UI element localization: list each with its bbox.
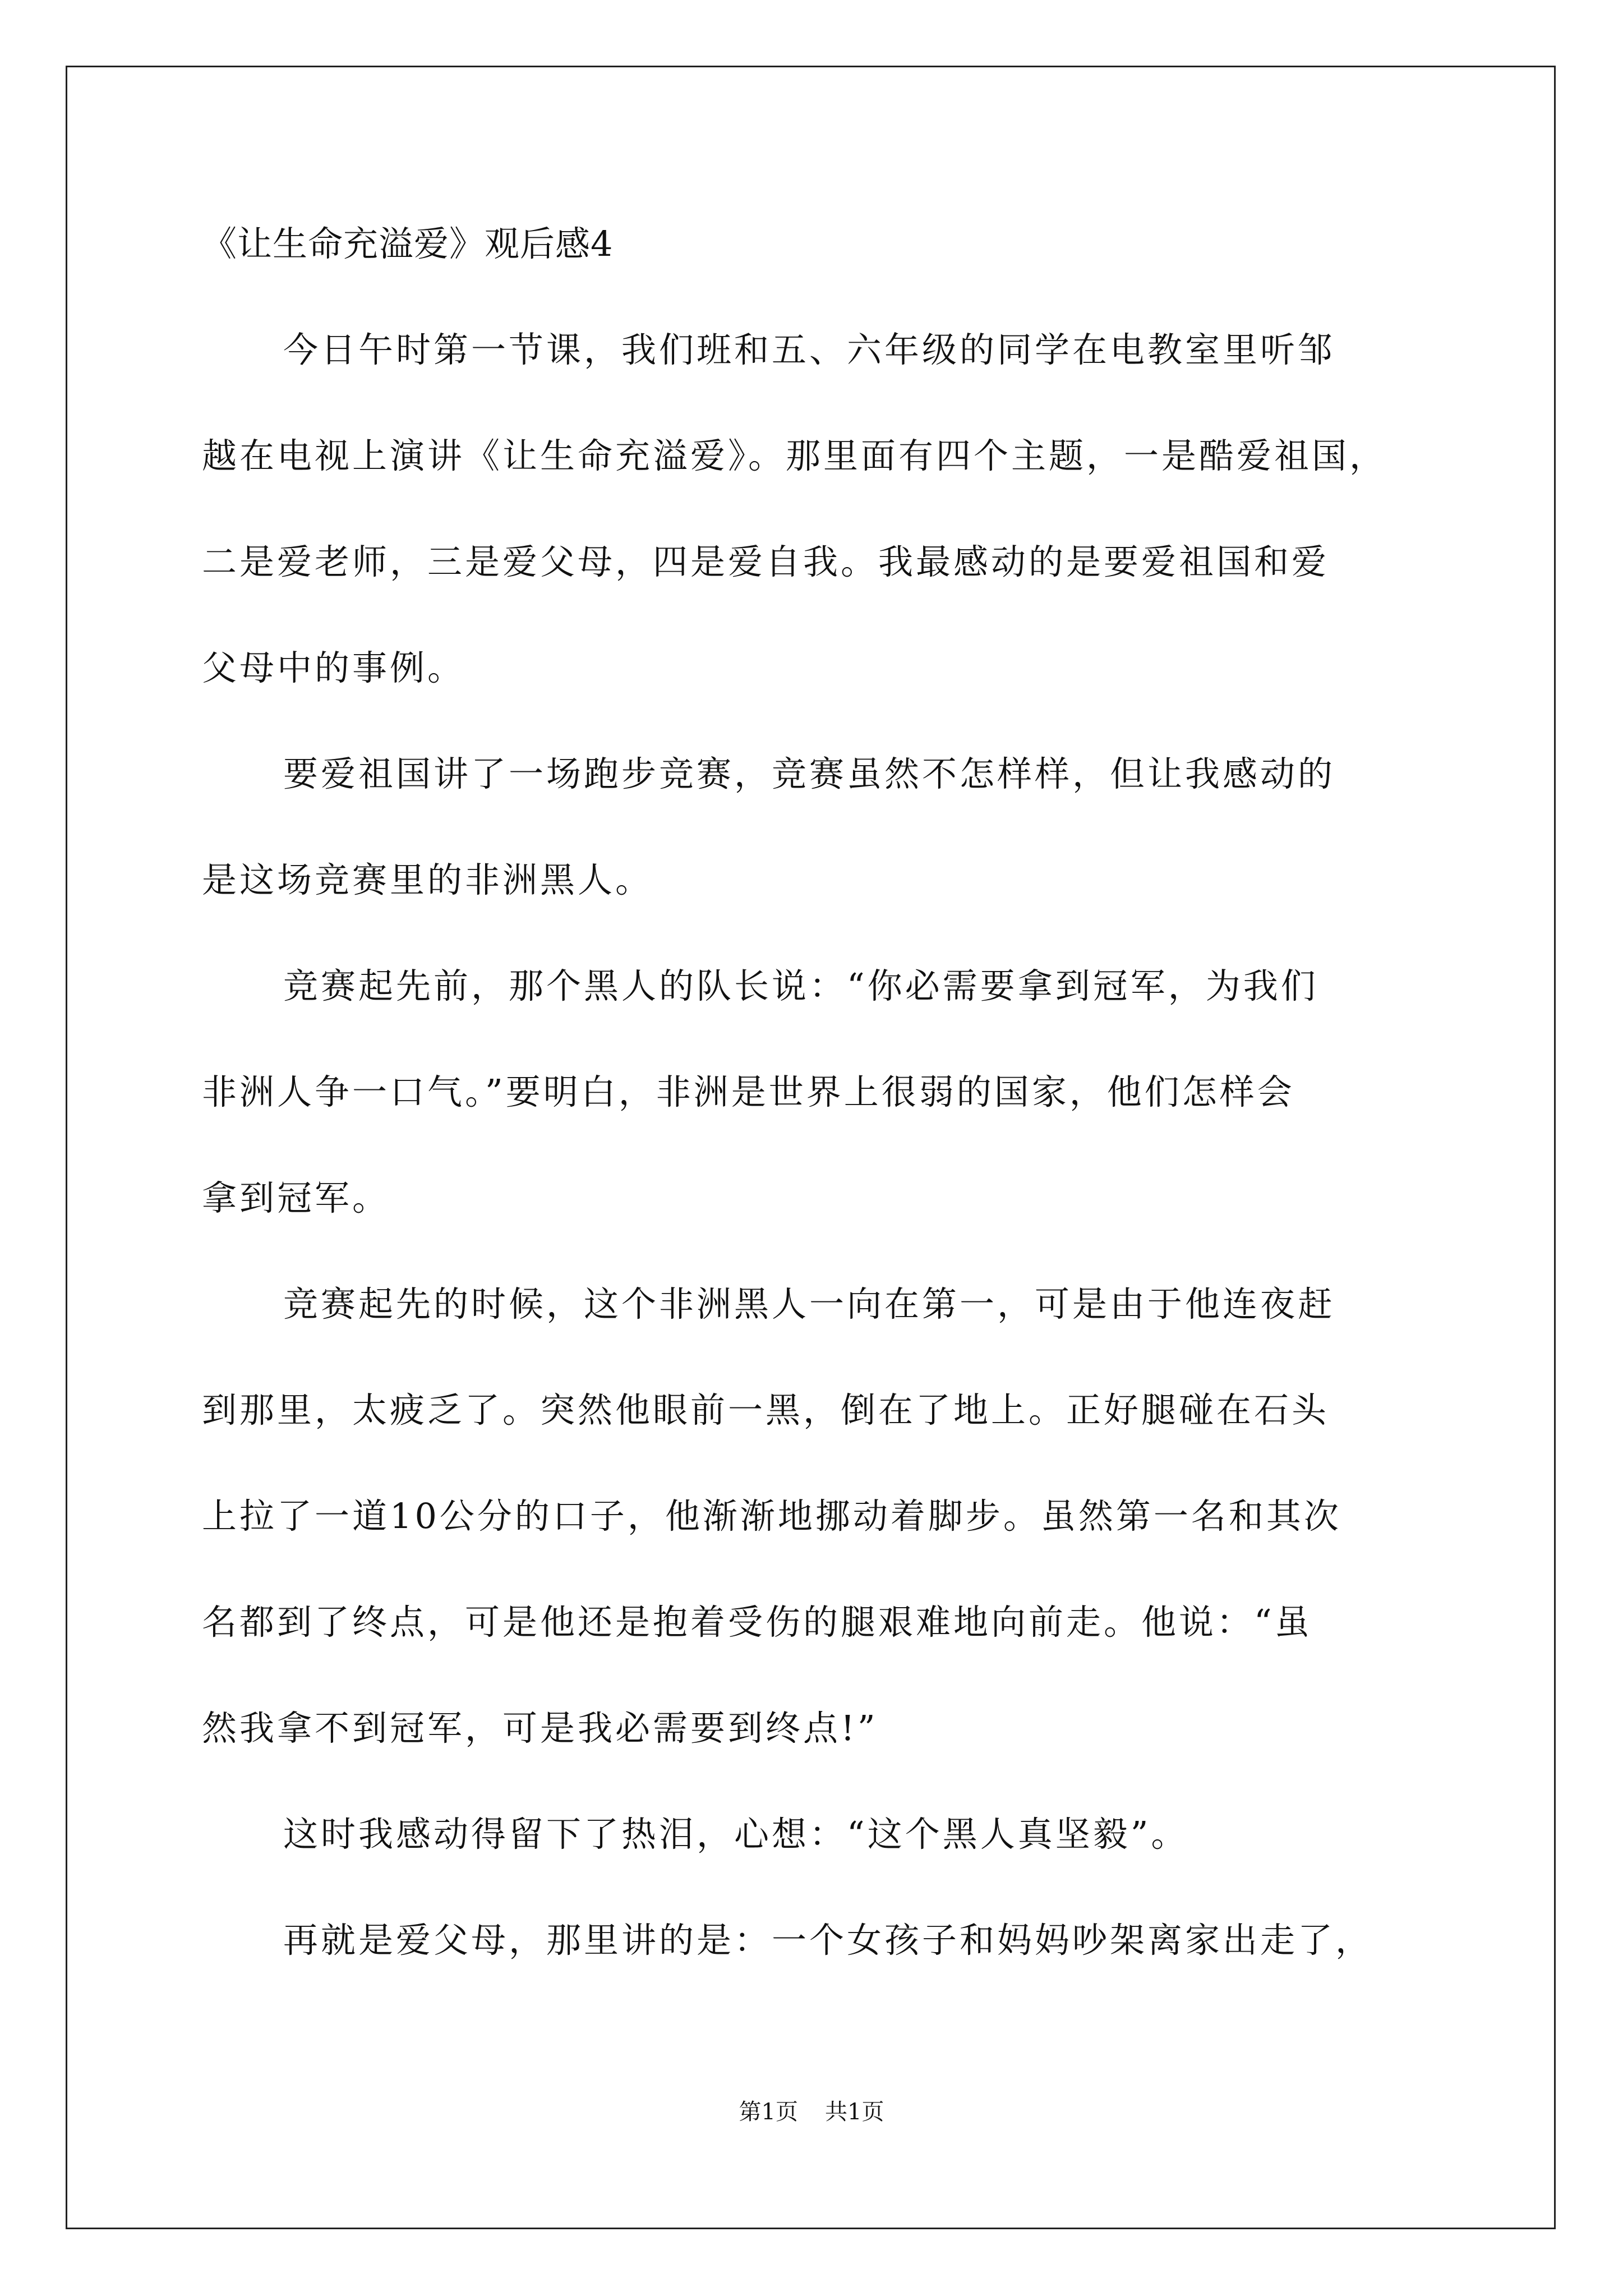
paragraph-line: 二是爱老师，三是爱父母，四是爱自我。我最感动的是要爱祖国和爱 bbox=[202, 541, 1330, 582]
paragraph-line: 越在电视上演讲《让生命充溢爱》。那里面有四个主题，一是酷爱祖国， bbox=[202, 435, 1387, 476]
paragraph-line: 到那里，太疲乏了。突然他眼前一黑，倒在了地上。正好腿碰在石头 bbox=[202, 1389, 1330, 1430]
page-frame bbox=[66, 66, 1556, 2229]
paragraph-line: 竞赛起先的时候，这个非洲黑人一向在第一，可是由于他连夜赶 bbox=[283, 1283, 1336, 1324]
paragraph-line: 上拉了一道10公分的口子，他渐渐地挪动着脚步。虽然第一名和其次 bbox=[202, 1496, 1341, 1536]
paragraph-line: 非洲人争一口气。”要明白，非洲是世界上很弱的国家，他们怎样会 bbox=[202, 1071, 1295, 1112]
paragraph-line: 名都到了终点，可是他还是抱着受伤的腿艰难地向前走。他说：“虽 bbox=[202, 1602, 1312, 1642]
paragraph-line: 这时我感动得留下了热泪，心想：“这个黑人真坚毅”。 bbox=[283, 1814, 1189, 1855]
page-number: 第1页 bbox=[739, 2099, 798, 2125]
paragraph-line: 竞赛起先前，那个黑人的队长说：“你必需要拿到冠军，为我们 bbox=[283, 965, 1318, 1006]
paragraph-line: 然我拿不到冠军，可是我必需要到终点!” bbox=[202, 1708, 878, 1749]
paragraph-line: 今日午时第一节课，我们班和五、六年级的同学在电教室里听邹 bbox=[283, 329, 1336, 370]
paragraph-line: 父母中的事例。 bbox=[202, 647, 465, 688]
paragraph-line: 要爱祖国讲了一场跑步竞赛，竞赛虽然不怎样样，但让我感动的 bbox=[283, 753, 1336, 794]
document-title: 《让生命充溢爱》观后感4 bbox=[202, 223, 614, 264]
page-footer bbox=[0, 2098, 1623, 2126]
paragraph-line: 是这场竞赛里的非洲黑人。 bbox=[202, 859, 653, 900]
paragraph-line: 拿到冠军。 bbox=[202, 1177, 390, 1218]
page-total: 共1页 bbox=[825, 2099, 884, 2125]
paragraph-line: 再就是爱父母，那里讲的是：一个女孩子和妈妈吵架离家出走了， bbox=[283, 1920, 1373, 1961]
